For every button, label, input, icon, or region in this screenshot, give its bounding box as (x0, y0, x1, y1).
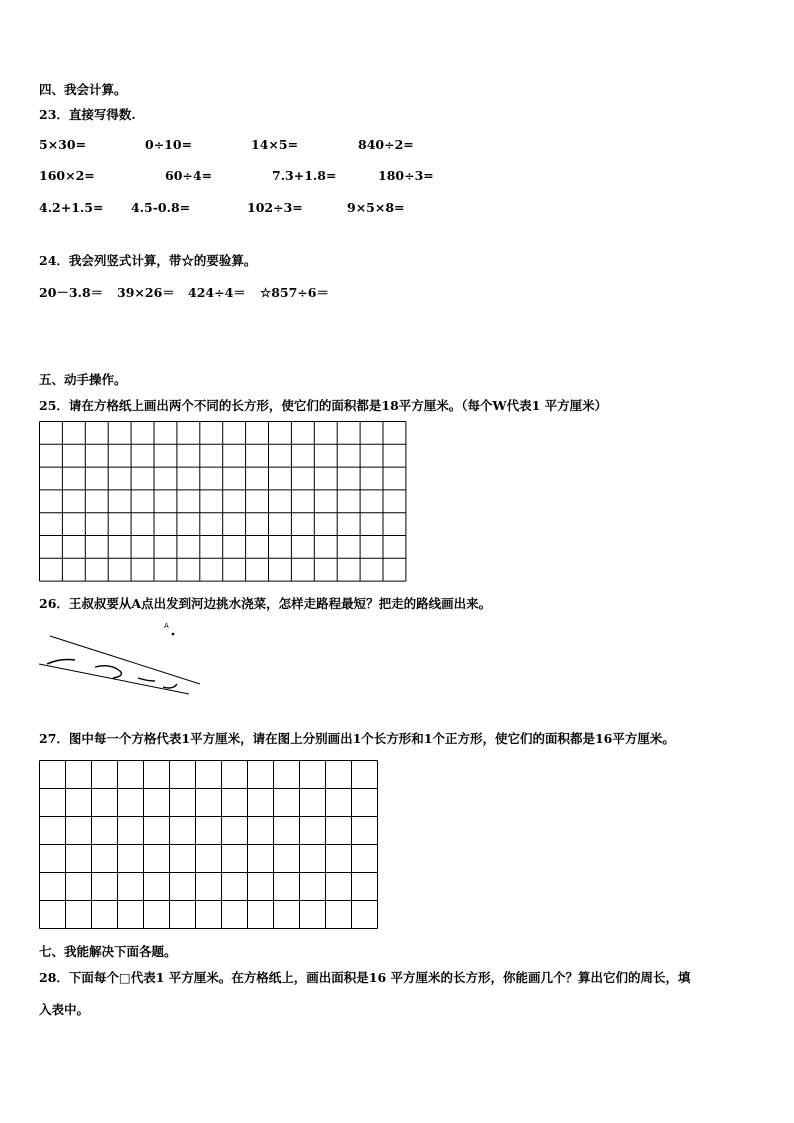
vertical-calc-item: 39×26＝ (117, 285, 175, 300)
vertical-calc-item: 424÷4＝ (188, 285, 246, 300)
calc-item: 102÷3= (247, 200, 303, 215)
river-bank-lower (39, 664, 189, 694)
calc-item: 4.2+1.5= (39, 200, 104, 215)
water-ripple (47, 660, 75, 665)
river-diagram (35, 616, 210, 696)
question-28-line-2: 入表中。 (39, 1002, 90, 1017)
section-5-heading: 五、动手操作。 (39, 372, 127, 387)
question-23-title: 23．直接写得数. (39, 107, 136, 122)
calc-item: 9×5×8= (347, 200, 405, 215)
question-27-title: 27．图中每一个方格代表1平方厘米，请在图上分别画出1个长方形和1个正方形，使它们的面积都是16平方厘米。 (39, 731, 675, 746)
water-ripple (163, 684, 177, 688)
calc-item: 4.5-0.8= (131, 200, 191, 215)
calc-item: 5×30= (39, 137, 87, 152)
calc-item: 180÷3= (378, 168, 434, 183)
calc-item: 14×5= (251, 137, 299, 152)
point-a-label: A (164, 622, 169, 630)
graph-paper-grid-q27[interactable] (39, 760, 381, 930)
calc-item: 0÷10= (145, 137, 193, 152)
section-4-heading: 四、我会计算。 (39, 82, 127, 97)
calc-item: 840÷2= (358, 137, 414, 152)
question-28-line-1: 28．下面每个□代表1 平方厘米。在方格纸上，画出面积是16 平方厘米的长方形，你能画几个？算出它们的周长，填 (39, 970, 691, 985)
graph-paper-grid-q25[interactable] (39, 421, 409, 584)
section-7-heading: 七、我能解决下面各题。 (39, 944, 177, 959)
vertical-calc-item: ☆857÷6＝ (260, 285, 329, 300)
point-a-marker (172, 633, 175, 636)
water-ripple (138, 678, 155, 681)
question-25-title: 25．请在方格纸上画出两个不同的长方形，使它们的面积都是18平方厘米。（每个W代表1 平方厘米） (39, 398, 608, 413)
calc-item: 7.3+1.8= (272, 168, 337, 183)
calc-item: 160×2= (39, 168, 95, 183)
question-26-title: 26．王叔叔要从A点出发到河边挑水浇菜，怎样走路程最短？把走的路线画出来。 (39, 596, 492, 611)
question-24-title: 24．我会列竖式计算，带☆的要验算。 (39, 253, 257, 268)
vertical-calc-item: 20－3.8＝ (39, 285, 104, 300)
calc-item: 60÷4= (165, 168, 213, 183)
